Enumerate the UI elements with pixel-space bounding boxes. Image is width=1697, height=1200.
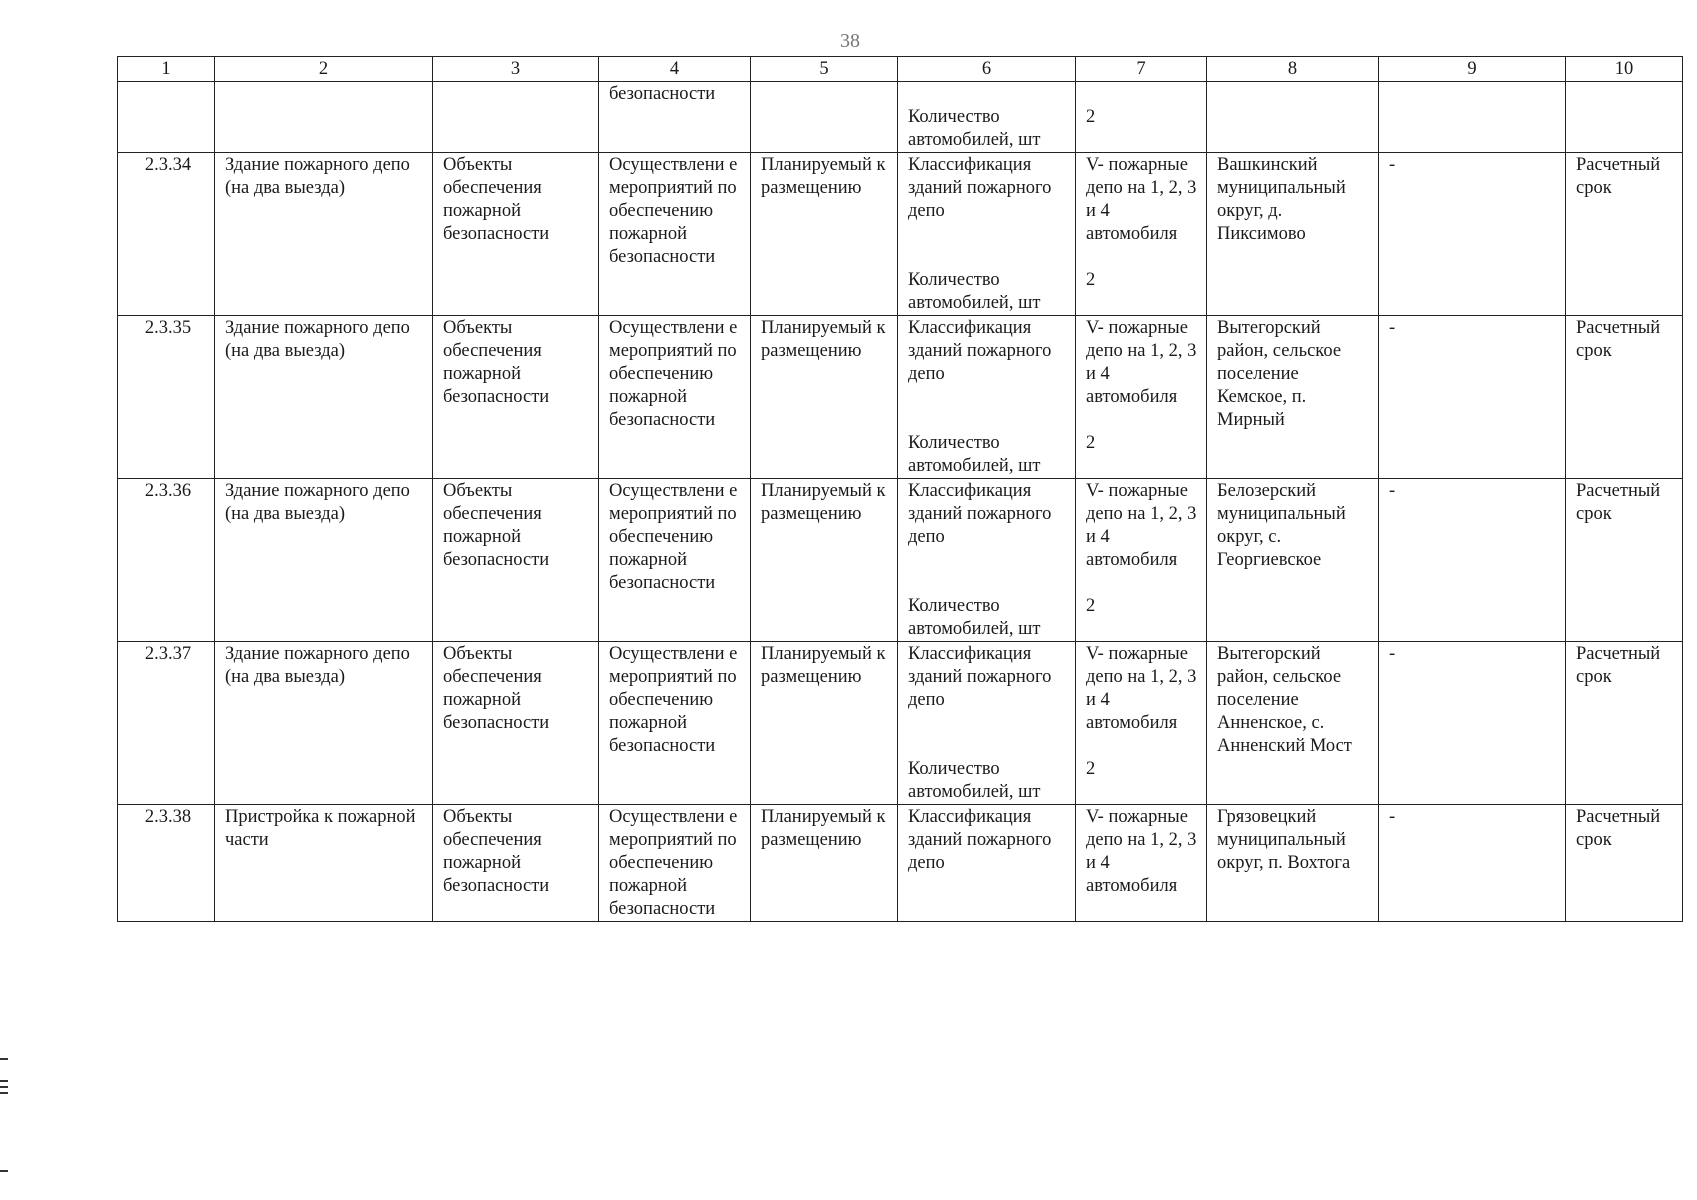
document-table — [117, 56, 1683, 922]
cell-purpose: Осуществлени е мероприятий по обеспечению пожарной безопасности — [599, 642, 751, 805]
margin-mark — [0, 1080, 8, 1082]
page-number: 38 — [840, 30, 860, 52]
cell-value — [1076, 479, 1207, 642]
cell-type: Объекты обеспечения пожарной безопасности — [433, 805, 599, 922]
cell-name — [215, 82, 433, 153]
parameter-count-value: 2 — [1086, 270, 1096, 290]
cell-status: Планируемый к размещению — [751, 479, 898, 642]
cell-status: Планируемый к размещению — [751, 805, 898, 922]
cell-term: Расчетный срок — [1566, 642, 1683, 805]
cell-term: Расчетный срок — [1566, 316, 1683, 479]
cell-location: Вашкинский муниципальный округ, д. Пиксимово — [1207, 153, 1379, 316]
cell-name: Здание пожарного депо (на два выезда) — [215, 479, 433, 642]
parameter-value: V- пожарные депо на 1, 2, 3 и 4 автомобиля — [1086, 644, 1197, 733]
column-header: 9 — [1379, 57, 1566, 82]
cell-term: Расчетный срок — [1566, 153, 1683, 316]
column-header: 4 — [599, 57, 751, 82]
cell-name: Здание пожарного депо (на два выезда) — [215, 642, 433, 805]
cell-purpose: Осуществлени е мероприятий по обеспечению пожарной безопасности — [599, 479, 751, 642]
table-row — [118, 479, 1683, 642]
parameter-label: Классификация зданий пожарного депо — [908, 644, 1052, 710]
margin-mark — [0, 1086, 8, 1088]
cell-zone: - — [1379, 153, 1566, 316]
cell-location: Вытегорский район, сельское поселение Кемское, п. Мирный — [1207, 316, 1379, 479]
table-row — [118, 153, 1683, 316]
cell-purpose: безопасности — [599, 82, 751, 153]
cell-name: Пристройка к пожарной части — [215, 805, 433, 922]
cell-status — [751, 82, 898, 153]
cell-number: 2.3.37 — [118, 642, 215, 805]
cell-type: Объекты обеспечения пожарной безопасности — [433, 153, 599, 316]
column-header: 2 — [215, 57, 433, 82]
cell-purpose: Осуществлени е мероприятий по обеспечению пожарной безопасности — [599, 153, 751, 316]
cell-value — [1076, 316, 1207, 479]
column-header: 1 — [118, 57, 215, 82]
cell-value — [1076, 153, 1207, 316]
parameter-label: Классификация зданий пожарного депо — [908, 481, 1052, 547]
cell-value: V- пожарные депо на 1, 2, 3 и 4 автомобиля — [1076, 805, 1207, 922]
column-header: 10 — [1566, 57, 1683, 82]
parameter-count-label: Количество автомобилей, шт — [908, 596, 1041, 639]
parameter-value: V- пожарные депо на 1, 2, 3 и 4 автомобиля — [1086, 155, 1197, 244]
cell-parameter — [898, 153, 1076, 316]
cell-location: Грязовецкий муниципальный округ, п. Вохтога — [1207, 805, 1379, 922]
parameter-count-value: 2 — [1086, 759, 1096, 779]
parameter-label: Классификация зданий пожарного депо — [908, 318, 1052, 384]
cell-zone: - — [1379, 316, 1566, 479]
cell-number: 2.3.36 — [118, 479, 215, 642]
parameter-count-label: Количество автомобилей, шт — [908, 107, 1041, 150]
cell-zone: - — [1379, 642, 1566, 805]
cell-type: Объекты обеспечения пожарной безопасности — [433, 642, 599, 805]
cell-parameter — [898, 479, 1076, 642]
cell-status: Планируемый к размещению — [751, 153, 898, 316]
cell-term: Расчетный срок — [1566, 805, 1683, 922]
cell-name: Здание пожарного депо (на два выезда) — [215, 153, 433, 316]
table-row — [118, 805, 1683, 922]
cell-zone: - — [1379, 805, 1566, 922]
cell-parameter: Классификация зданий пожарного депо — [898, 805, 1076, 922]
cell-location: Вытегорский район, сельское поселение Анненское, с. Анненский Мост — [1207, 642, 1379, 805]
cell-type — [433, 82, 599, 153]
cell-term — [1566, 82, 1683, 153]
cell-term: Расчетный срок — [1566, 479, 1683, 642]
cell-parameter — [898, 82, 1076, 153]
cell-number: 2.3.35 — [118, 316, 215, 479]
cell-type: Объекты обеспечения пожарной безопасности — [433, 479, 599, 642]
column-header: 6 — [898, 57, 1076, 82]
table-header — [118, 57, 1683, 82]
table-row — [118, 316, 1683, 479]
cell-location — [1207, 82, 1379, 153]
cell-value — [1076, 82, 1207, 153]
cell-location: Белозерский муниципальный округ, с. Георгиевское — [1207, 479, 1379, 642]
column-header: 7 — [1076, 57, 1207, 82]
table-row — [118, 642, 1683, 805]
cell-status: Планируемый к размещению — [751, 316, 898, 479]
margin-mark — [0, 1092, 8, 1094]
parameter-count-label: Количество автомобилей, шт — [908, 759, 1041, 802]
margin-mark — [0, 1170, 8, 1172]
cell-purpose: Осуществлени е мероприятий по обеспечению пожарной безопасности — [599, 316, 751, 479]
cell-status: Планируемый к размещению — [751, 642, 898, 805]
column-header: 5 — [751, 57, 898, 82]
cell-purpose: Осуществлени е мероприятий по обеспечению пожарной безопасности — [599, 805, 751, 922]
column-header: 8 — [1207, 57, 1379, 82]
cell-type: Объекты обеспечения пожарной безопасности — [433, 316, 599, 479]
parameter-value: V- пожарные депо на 1, 2, 3 и 4 автомобиля — [1086, 318, 1197, 407]
column-header: 3 — [433, 57, 599, 82]
parameter-count-value: 2 — [1086, 433, 1096, 453]
cell-number: 2.3.38 — [118, 805, 215, 922]
cell-parameter — [898, 642, 1076, 805]
parameter-value: V- пожарные депо на 1, 2, 3 и 4 автомобиля — [1086, 481, 1197, 570]
parameter-count-label: Количество автомобилей, шт — [908, 270, 1041, 313]
cell-parameter — [898, 316, 1076, 479]
cell-value — [1076, 642, 1207, 805]
cell-zone — [1379, 82, 1566, 153]
parameter-count-value: 2 — [1086, 107, 1096, 127]
parameter-count-label: Количество автомобилей, шт — [908, 433, 1041, 476]
cell-name: Здание пожарного депо (на два выезда) — [215, 316, 433, 479]
parameter-count-value: 2 — [1086, 596, 1096, 616]
cell-number — [118, 82, 215, 153]
margin-mark — [0, 1058, 8, 1060]
cell-number: 2.3.34 — [118, 153, 215, 316]
parameter-label: Классификация зданий пожарного депо — [908, 155, 1052, 221]
cell-zone: - — [1379, 479, 1566, 642]
continuation-row — [118, 82, 1683, 153]
